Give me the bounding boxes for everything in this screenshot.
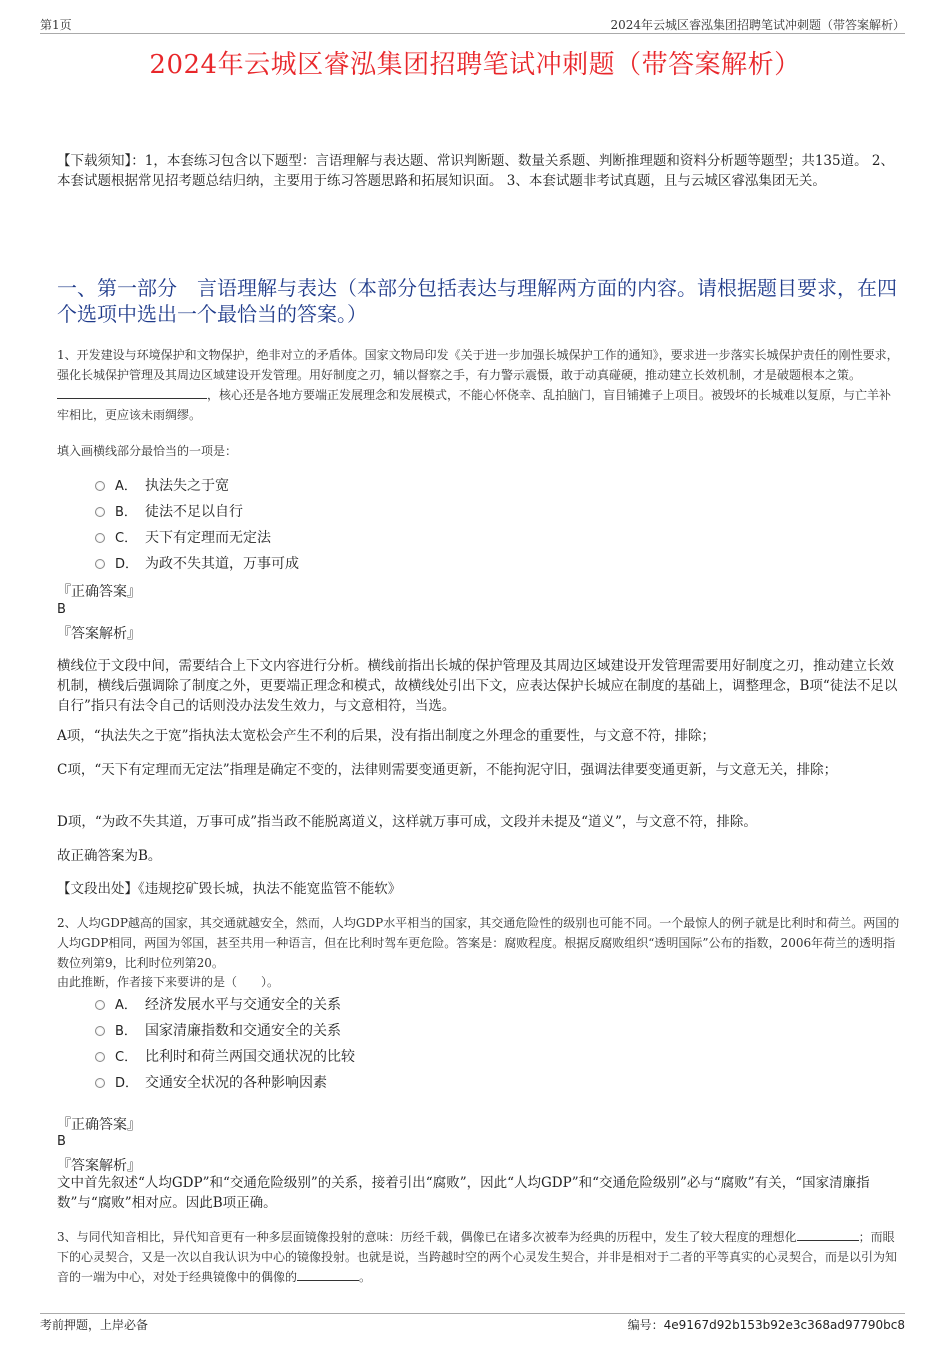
analysis-label: 『答案解析』	[57, 626, 141, 642]
question-1-stem-part-a: 1、开发建设与环境保护和文物保护，绝非对立的矛盾体。国家文物局印发《关于进一步加强长城保护工作的通知》，要求进一步落实长城保护责任的刚性要求，强化长城保护管理及其周边区域建设开发管理。用好制度之刃，辅以督察之手，有力警示震慑，敢于动真碰硬，推动建立长效机制，才是破题根本之策。	[57, 348, 899, 382]
analysis-paragraph: D项，“为政不失其道，万事可成”指当政不能脱离道义，这样就万事可成，文段并未提及“道义”，与文意不符，排除。	[57, 814, 757, 830]
question-3-stem-part-b: ；而眼下的心灵契合，又是一次以自我认识为中心的镜像投射。也就是说，当跨越时空的两个心灵发生契合，并非是相对于二者的平等真实的心灵契合，而是以引为知音的一端为中心，对处于经典镜像中的偶像的	[57, 1230, 898, 1284]
radio-icon[interactable]	[95, 507, 105, 517]
question-2-prompt: 由此推断，作者接下来要讲的是（ ）。	[57, 975, 280, 989]
footer-code	[628, 1316, 905, 1333]
analysis-label: 『答案解析』	[57, 1158, 141, 1174]
question-2-options	[95, 992, 355, 1096]
correct-answer: B	[57, 602, 66, 617]
question-3-stem-part-a: 3、与同代知音相比，异代知音更有一种多层面镜像投射的意味：历经千载，偶像已在诸多次被奉为经典的历程中，发生了较大程度的理想化	[57, 1230, 797, 1244]
section-heading: 一、第一部分 言语理解与表达（本部分包括表达与理解两方面的内容。请根据题目要求，在四个选项中选出一个最恰当的答案。）	[57, 276, 897, 326]
analysis-paragraph: 文中首先叙述“人均GDP”和“交通危险级别”的关系，接着引出“腐败”，因此“人均GDP”和“交通危险级别”必与“腐败”有关，“国家清廉指数”与“腐败”相对应。因此B项正确。	[57, 1175, 870, 1211]
option-c[interactable]: C． 天下有定理而无定法	[95, 525, 299, 551]
question-3-stem	[57, 1227, 902, 1287]
page-number: 第1页	[40, 18, 72, 32]
footer-divider	[40, 1313, 905, 1314]
radio-icon[interactable]	[95, 1000, 105, 1010]
analysis-paragraph: C项，“天下有定理而无定法”指理是确定不变的，法律则需要变通更新，不能拘泥守旧，强调法律要变通更新，与文意无关，排除；	[57, 762, 838, 778]
question-1-prompt: 填入画横线部分最恰当的一项是：	[57, 444, 238, 458]
option-a[interactable]: A． 经济发展水平与交通安全的关系	[95, 992, 355, 1018]
header-doc-title: 2024年云城区睿泓集团招聘笔试冲刺题（带答案解析）	[610, 18, 905, 32]
radio-icon[interactable]	[95, 1026, 105, 1036]
radio-icon[interactable]	[95, 1052, 105, 1062]
fill-blank	[797, 1228, 859, 1241]
option-d[interactable]: D． 为政不失其道，万事可成	[95, 551, 299, 577]
option-d[interactable]: D． 交通安全状况的各种影响因素	[95, 1070, 355, 1096]
question-3-stem-part-c: 。	[359, 1270, 372, 1284]
option-a[interactable]: A． 执法失之于宽	[95, 473, 299, 499]
radio-icon[interactable]	[95, 1078, 105, 1088]
fill-blank	[297, 1268, 359, 1281]
fill-blank	[57, 386, 207, 399]
download-notice: 【下载须知】：1，本套练习包含以下题型：言语理解与表达题、常识判断题、数量关系题、判断推理题和资料分析题等题型；共135道。 2、本套试题根据常见招考题总结归纳，主要用于练习答题思路和拓展知识面。 3、本套试题非考试真题，且与云城区睿泓集团无关。	[57, 153, 894, 189]
option-c[interactable]: C． 比利时和荷兰两国交通状况的比较	[95, 1044, 355, 1070]
answer-label: 『正确答案』	[57, 1117, 141, 1133]
option-b[interactable]: B． 徒法不足以自行	[95, 499, 299, 525]
question-1-options	[95, 473, 299, 577]
footer-slogan: 考前押题，上岸必备	[40, 1318, 149, 1332]
option-b[interactable]: B． 国家清廉指数和交通安全的关系	[95, 1018, 355, 1044]
page-title: 2024年云城区睿泓集团招聘笔试冲刺题（带答案解析）	[149, 50, 801, 80]
analysis-conclusion: 故正确答案为B。	[57, 848, 162, 864]
footer-code-label: 编号：	[627, 1318, 664, 1332]
answer-label: 『正确答案』	[57, 584, 141, 600]
question-1-stem	[57, 345, 902, 425]
question-2-stem: 2、人均GDP越高的国家，其交通就越安全，然而，人均GDP水平相当的国家，其交通危险性的级别也可能不同。一个最惊人的例子就是比利时和荷兰。两国的人均GDP相同，两国为邻国，甚至共用一种语言，但在比利时驾车更危险。答案是：腐败程度。根据反腐败组织“透明国际”公布的指数，2006年荷兰的透明指数位列第9，比利时位列第20。	[57, 916, 900, 970]
analysis-paragraph: 横线位于文段中间，需要结合上下文内容进行分析。横线前指出长城的保护管理及其周边区域建设开发管理需要用好制度之刃，推动建立长效机制，横线后强调除了制度之外，更要端正理念和模式，故横线处引出下文，应表达保护长城应在制度的基础上，调整理念，B项“徒法不足以自行”指只有法令自己的话则没办法发生效力，与文意相符，当选。	[57, 658, 898, 714]
footer-code-value: 4e9167d92b153b92e3c368ad97790bc8	[663, 1318, 905, 1332]
question-1-stem-part-b: ，核心还是各地方要端正发展理念和发展模式，不能心怀侥幸、乱拍脑门，盲目铺摊子上项目。被毁坏的长城难以复原，与亡羊补牢相比，更应该未雨绸缪。	[57, 388, 892, 422]
source-citation: 【文段出处】《违规挖矿毁长城，执法不能宽监管不能软》	[57, 881, 402, 897]
header-divider	[40, 33, 905, 34]
analysis-paragraph: A项，“执法失之于宽”指执法太宽松会产生不利的后果，没有指出制度之外理念的重要性，与文意不符，排除；	[57, 728, 716, 744]
radio-icon[interactable]	[95, 533, 105, 543]
correct-answer: B	[57, 1134, 66, 1149]
radio-icon[interactable]	[95, 481, 105, 491]
radio-icon[interactable]	[95, 559, 105, 569]
